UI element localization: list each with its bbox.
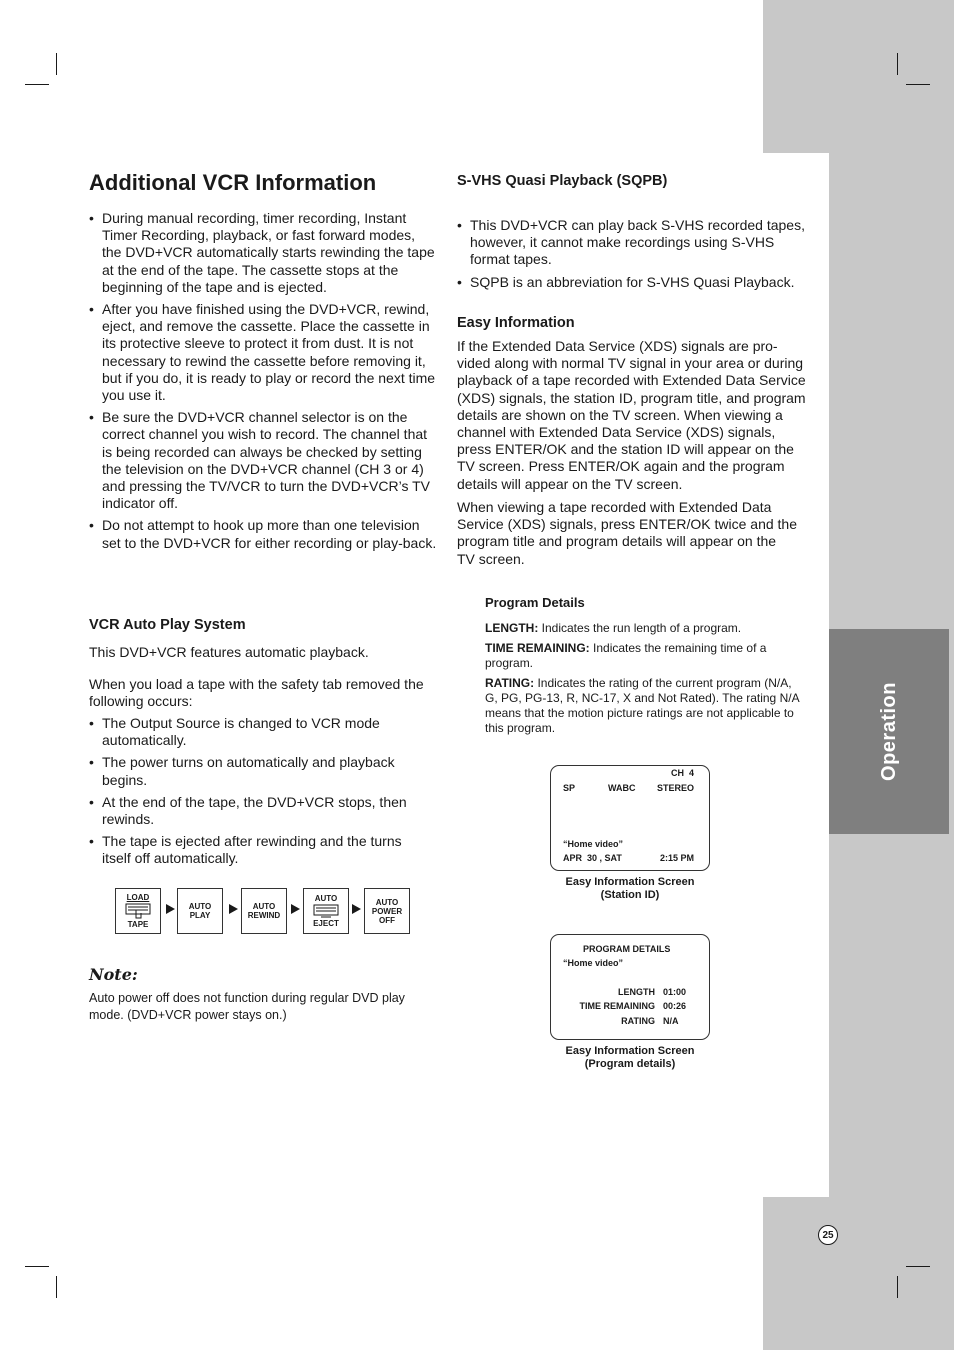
length-term: LENGTH: [485, 621, 539, 635]
arrow-right-icon [166, 904, 175, 914]
program-details-heading: Program Details [485, 595, 585, 610]
crop-mark [906, 84, 930, 85]
length-label-readout: LENGTH [618, 987, 655, 997]
station-id-screen [550, 765, 710, 871]
list-item: • After you have finished using the DVD+VCR, rewind, eject, and remove the cassette. Place the cassette in its protective sleeve to protect it from dust. It is not necessary to rewind the cassette before removing it, but if you do, it is ready to play or record the next time you use it. [89, 301, 437, 404]
info-bullet-list [89, 210, 437, 552]
crop-mark [897, 53, 898, 75]
sqpb-heading: S-VHS Quasi Playback (SQPB) [457, 173, 668, 189]
section-tab-label [829, 629, 949, 834]
list-item: • The tape is ejected after rewinding and the turns itself off automatically. [89, 833, 429, 867]
auto-power-off-box [364, 888, 410, 934]
crop-mark [25, 84, 49, 85]
auto-eject-box [303, 888, 349, 934]
station-readout: WABC [608, 783, 636, 793]
remaining-value-readout: 00:26 [663, 1001, 687, 1011]
remaining-desc: Indicates the remaining time of a program. [485, 641, 767, 670]
page-number: 25 [818, 1225, 838, 1245]
remaining-term: TIME REMAINING: [485, 641, 590, 655]
list-item: • Be sure the DVD+VCR channel selector is on the correct channel you wish to record. The channel that is being recorded can always be checked by setting the television on the DVD+VCR channel (CH 3 or 4) and pressing the TV/VCR to turn the DVD+VCR’s TV indicator off. [89, 409, 437, 512]
program-title-readout: “Home video” [563, 958, 624, 968]
station-id-caption [549, 876, 711, 902]
program-details-caption [549, 1045, 711, 1071]
speed-readout: SP [563, 783, 576, 793]
sqpb-bullet-list [457, 217, 807, 291]
auto-eject-line1: AUTO [314, 894, 338, 903]
power-off-line2: POWER [371, 906, 403, 916]
section-tab-text: Operation [877, 682, 900, 781]
rating-desc: Indicates the rating of the current program (N/A, G, PG, PG-13, R, NC-17, X and Not Rated). The rating N/A means that the motion picture ratings are not applicable to this program. [485, 676, 799, 735]
list-item: • The Output Source is changed to VCR mode automatically. [89, 715, 429, 749]
rating-value-readout: N/A [663, 1016, 679, 1026]
arrow-right-icon [352, 904, 361, 914]
eject-cassette-icon [313, 903, 339, 919]
length-value-readout: 01:00 [663, 987, 687, 997]
power-off-line3: OFF [379, 915, 395, 925]
length-desc: Indicates the run length of a program. [538, 621, 742, 635]
caption-line: (Station ID) [600, 889, 660, 901]
caption-line: Easy Information Screen [565, 876, 695, 888]
rating-term: RATING: [485, 676, 535, 690]
vcr-auto-bullet-list [89, 715, 429, 868]
note-text: Auto power off does not function during regular DVD play mode. (DVD+VCR power stays on.) [89, 991, 405, 1022]
rating-definition [485, 676, 807, 736]
vcr-auto-heading: VCR Auto Play System [89, 617, 246, 633]
crop-mark [906, 1266, 930, 1267]
rating-label-readout: RATING [621, 1016, 655, 1026]
date-readout: APR 30 , SAT [563, 853, 622, 863]
crop-mark [25, 1266, 49, 1267]
vcr-auto-condition: When you load a tape with the safety tab removed the following occurs: [89, 676, 424, 710]
auto-rewind-line2: REWIND [247, 911, 281, 920]
page-title: Additional VCR Information [89, 170, 377, 195]
auto-rewind-box [241, 888, 287, 934]
time-readout: 2:15 PM [660, 853, 695, 863]
channel-readout: CH 4 [671, 768, 695, 778]
easy-info-paragraph-2: When viewing a tape recorded with Extended Data Service (XDS) signals, press ENTER/OK twice and the program title and program details will appear on the TV screen. [457, 499, 798, 567]
load-tape-box [115, 888, 161, 934]
list-item: • At the end of the tape, the DVD+VCR stops, then rewinds. [89, 794, 429, 828]
length-definition [485, 621, 805, 636]
crop-mark [56, 53, 57, 75]
remaining-label-readout: TIME REMAINING [579, 1001, 655, 1011]
caption-line: (Program details) [584, 1058, 676, 1070]
tape-label: TAPE [127, 920, 149, 929]
power-off-line1: AUTO [375, 897, 399, 907]
auto-play-line2: PLAY [189, 911, 211, 920]
auto-eject-line2: EJECT [313, 919, 339, 928]
program-details-screen [550, 934, 710, 1040]
crop-mark [897, 1276, 898, 1298]
caption-line: Easy Information Screen [565, 1045, 695, 1057]
remaining-definition [485, 641, 805, 671]
audio-readout: STEREO [657, 783, 695, 793]
list-item: • The power turns on automatically and playback begins. [89, 754, 429, 788]
easy-info-heading: Easy Information [457, 315, 575, 331]
list-item: • SQPB is an abbreviation for S-VHS Quasi Playback. [457, 274, 807, 291]
auto-play-box [177, 888, 223, 934]
side-margin-inset [763, 153, 829, 1197]
arrow-right-icon [291, 904, 300, 914]
easy-info-paragraph: If the Extended Data Service (XDS) signals are pro-vided along with normal TV signal in your area or during playback of a tape recorded with Extended Data Service (XDS) signals, the station ID, program title, and program details are shown on the TV screen. When viewing a channel with Extended Data Service (XDS) signals, press ENTER/OK and the station ID will appear on the TV screen. Press ENTER/OK again and the program details will appear on the TV screen. [457, 338, 806, 492]
program-title-readout: “Home video” [563, 839, 624, 849]
crop-mark [56, 1276, 57, 1298]
vcr-auto-intro: This DVD+VCR features automatic playback. [89, 644, 369, 660]
list-item: • During manual recording, timer recording, Instant Timer Recording, playback, or fast forward modes, the DVD+VCR automatically starts rewinding the tape at the end of the tape. The cassette stops at the beginning of the tape and is ejected. [89, 210, 437, 296]
auto-rewind-line1: AUTO [252, 902, 276, 911]
list-item: • Do not attempt to hook up more than one television set to the DVD+VCR for either recording or play-back. [89, 517, 437, 551]
list-item: • This DVD+VCR can play back S-VHS recorded tapes, however, it cannot make recordings using S-VHS format tapes. [457, 217, 807, 269]
load-label: LOAD [126, 893, 150, 902]
cassette-icon [125, 902, 151, 920]
auto-play-line1: AUTO [188, 902, 212, 911]
arrow-right-icon [229, 904, 238, 914]
details-header-readout: PROGRAM DETAILS [583, 944, 671, 954]
note-title: Note: [89, 965, 138, 984]
